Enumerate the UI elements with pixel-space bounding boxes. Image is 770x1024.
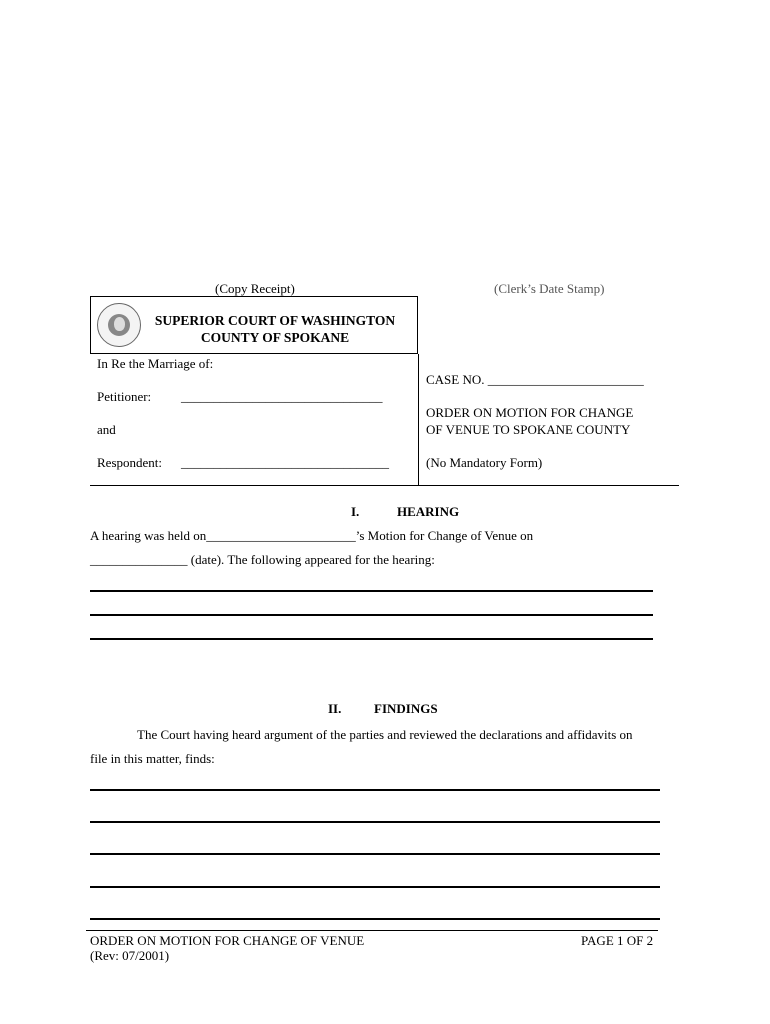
order-title-line2: OF VENUE TO SPOKANE COUNTY [426, 422, 631, 437]
footer-title: ORDER ON MOTION FOR CHANGE OF VENUE [90, 933, 365, 948]
section-2-number: II. [328, 701, 342, 716]
findings-blank-2[interactable] [90, 821, 660, 823]
court-header-box [90, 296, 418, 354]
appearance-blank-1[interactable] [90, 590, 653, 592]
findings-blank-1[interactable] [90, 789, 660, 791]
findings-blank-4[interactable] [90, 886, 660, 888]
case-number-field[interactable]: CASE NO. ________________________ [426, 372, 644, 387]
findings-line-1: The Court having heard argument of the parties and reviewed the declarations and affidavits on [137, 727, 633, 742]
mandatory-form-note: (No Mandatory Form) [426, 455, 543, 470]
and-label: and [97, 422, 116, 437]
footer-revision: (Rev: 07/2001) [90, 948, 170, 963]
findings-blank-3[interactable] [90, 853, 660, 855]
section-1-heading: HEARING [397, 504, 460, 519]
section-1-number: I. [351, 504, 360, 519]
hearing-line-2[interactable]: _______________ (date). The following appeared for the hearing: [90, 552, 435, 567]
petitioner-label: Petitioner: [97, 389, 152, 404]
court-county: COUNTY OF SPOKANE [200, 330, 350, 345]
hearing-line-1[interactable]: A hearing was held on_______________________’s Motion for Change of Venue on [90, 528, 534, 543]
court-name: SUPERIOR COURT OF WASHINGTON [154, 313, 396, 328]
in-re-marriage-label: In Re the Marriage of: [97, 356, 214, 371]
appearance-blank-3[interactable] [90, 638, 653, 640]
footer-page-number: PAGE 1 OF 2 [581, 933, 654, 948]
findings-line-2: file in this matter, finds: [90, 751, 215, 766]
copy-receipt-label: (Copy Receipt) [215, 281, 295, 296]
respondent-field[interactable]: ________________________________ [181, 455, 389, 470]
respondent-label: Respondent: [97, 455, 162, 470]
order-title-line1: ORDER ON MOTION FOR CHANGE [426, 405, 634, 420]
footer-rule [86, 930, 658, 931]
caption-divider [418, 354, 419, 485]
caption-bottom-rule [90, 485, 679, 486]
section-2-heading: FINDINGS [374, 701, 438, 716]
findings-blank-5[interactable] [90, 918, 660, 920]
clerk-date-stamp-label: (Clerk’s Date Stamp) [494, 281, 605, 296]
appearance-blank-2[interactable] [90, 614, 653, 616]
petitioner-field[interactable]: _______________________________ [181, 389, 383, 404]
